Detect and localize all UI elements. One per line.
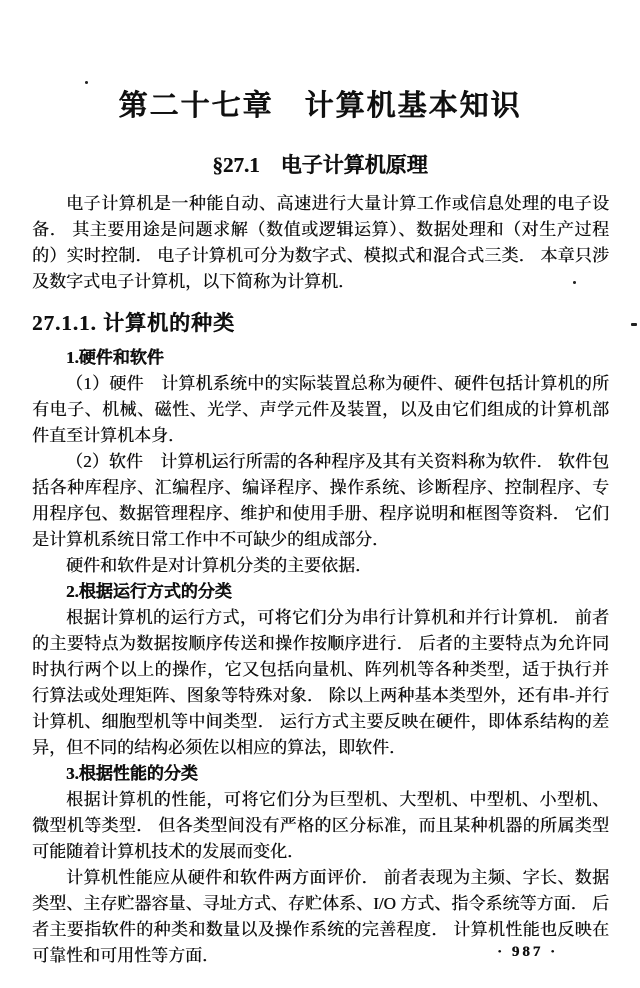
body-text [32,191,609,969]
scan-speck [573,281,576,284]
paragraph-operation-mode: 根据计算机的运行方式，可将它们分为串行计算机和并行计算机． 前者的主要特点为数据按顺序传送和操作按顺序进行． 后者的主要特点为允许同时执行两个以上的操作，它又包括向量机、阵列机等各种类型，适于执行并行算法或处理矩阵、图象等特殊对象． 除以上两种基本类型外，还有串-并行计算机、细胞型机等中间类型． 运行方式主要反映在硬件，即体系结构的差异，但不同的结构必须佐以相应的算法，即软件． [32,608,609,757]
heading-by-operation-mode: 2.根据运行方式的分类 [66,582,232,601]
paragraph-software: （2）软件 计算机运行所需的各种程序及其有关资料称为软件． 软件包括各种库程序、汇编程序、编译程序、操作系统、诊断程序、控制程序、专用程序包、数据管理程序、维护和使用手册、程序说明和框图等资料． 它们是计算机系统日常工作中不可缺少的组成部分． [32,452,609,549]
subsection-title: 27.1.1. 计算机的种类 [32,311,235,335]
scan-speck [631,323,637,326]
paragraph-classification-basis: 硬件和软件是对计算机分类的主要依据． [66,556,372,575]
paragraph-hardware: （1）硬件 计算机系统中的实际装置总称为硬件、硬件包括计算机的所有电子、机械、磁性、光学、声学元件及装置，以及由它们组成的计算机部件直至计算机本身． [32,374,609,445]
section-title: §27.1 电子计算机原理 [212,153,428,177]
paragraph-performance-evaluation: 计算机性能应从硬件和软件两方面评价． 前者表现为主频、字长、数据类型、主存贮器容量、寻址方式、存贮体系、I/O 方式、指令系统等方面． 后者主要指软件的种类和数量以及操作系统的完善程度． 计算机性能也反映在可靠性和可用性等方面． [32,868,609,965]
heading-hardware-software: 1.硬件和软件 [66,348,164,367]
paragraph-performance-types: 根据计算机的性能，可将它们分为巨型机、大型机、中型机、小型机、微型机等类型． 但各类型间没有严格的区分标准，而且某种机器的所属类型可能随着计算机技术的发展而变化． [32,790,609,861]
chapter-title: 第二十七章 计算机基本知识 [118,90,522,122]
scan-speck [85,81,88,84]
page-number: · 987 · [497,944,559,960]
intro-paragraph: 电子计算机是一种能自动、高速进行大量计算工作或信息处理的电子设备． 其主要用途是问题求解（数值或逻辑运算）、数据处理和（对生产过程的）实时控制． 电子计算机可分为数字式、模拟式和混合式三类． 本章只涉及数字式电子计算机，以下简称为计算机． [32,194,609,291]
heading-by-performance: 3.根据性能的分类 [66,764,198,783]
